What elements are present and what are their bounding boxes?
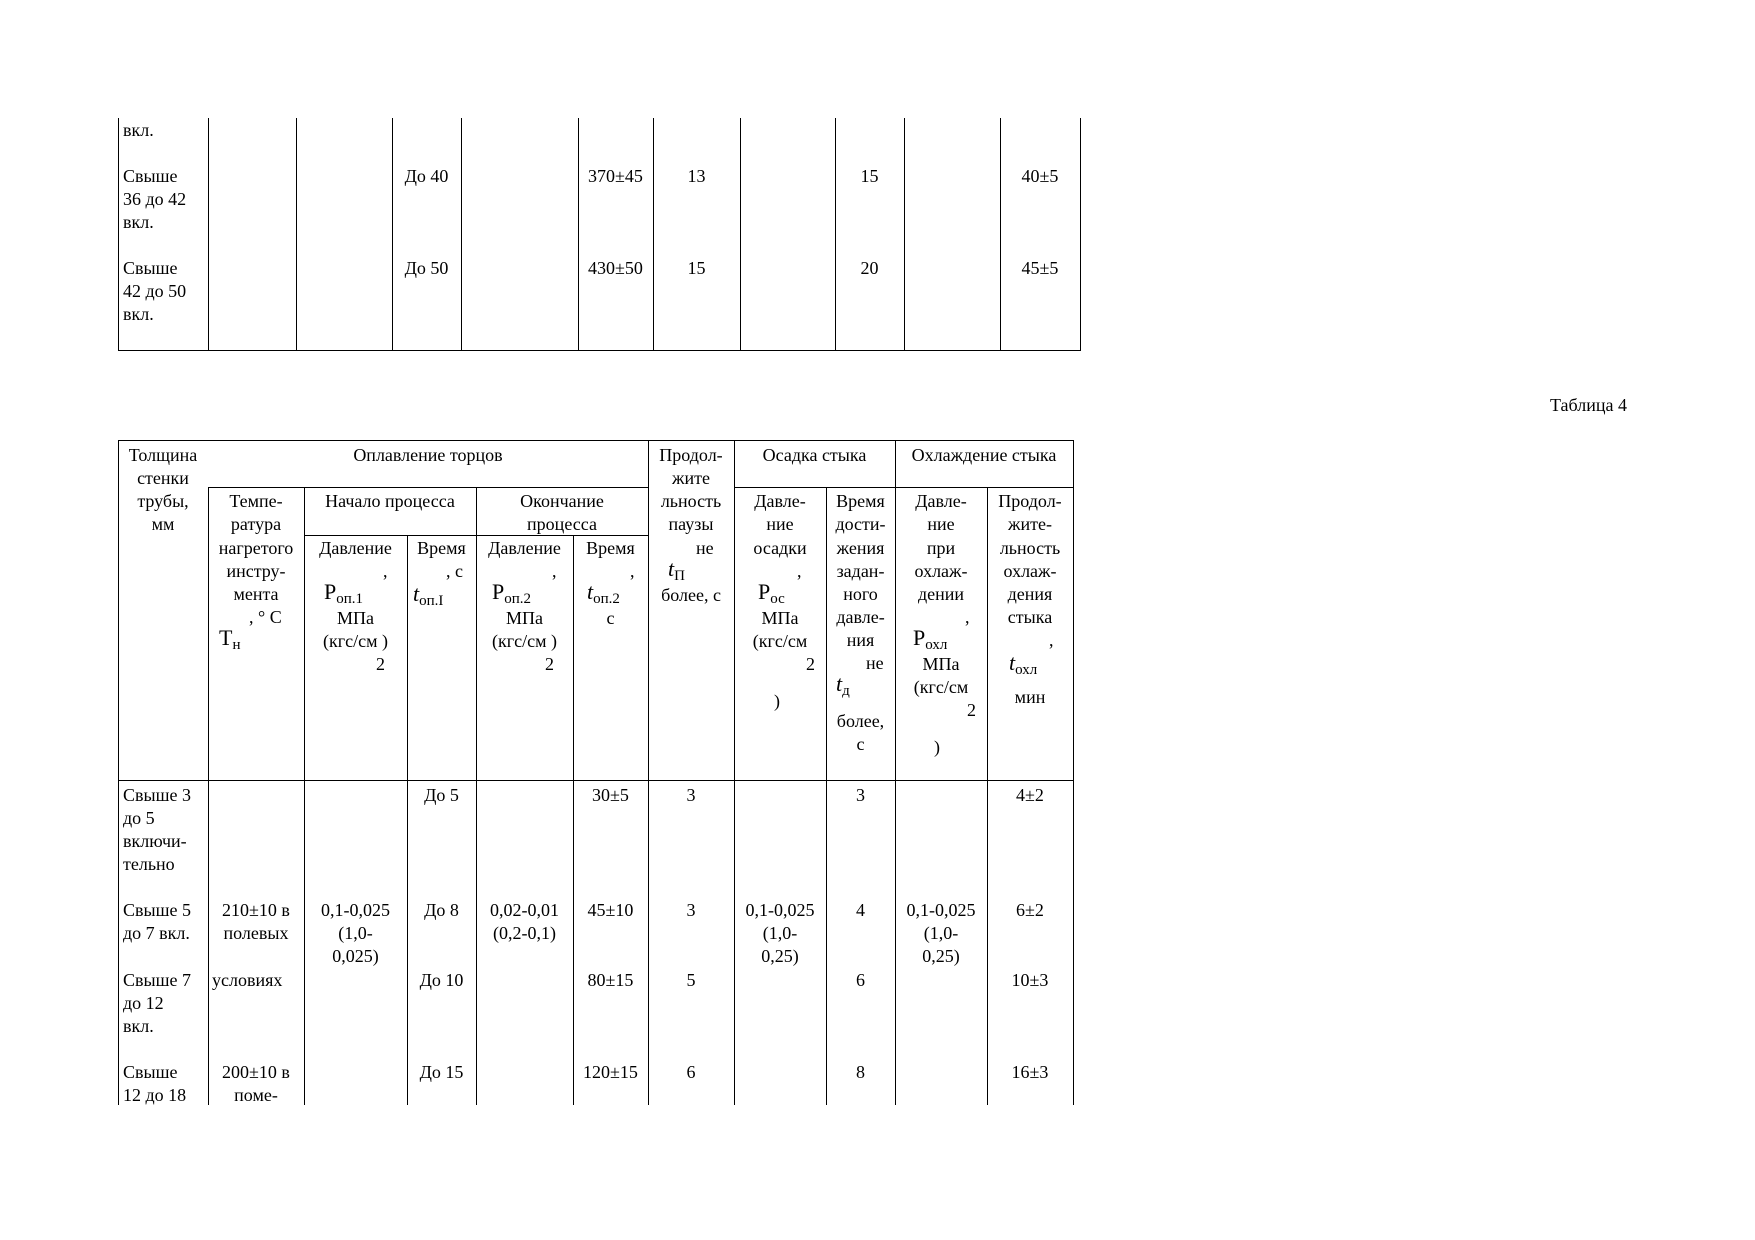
table-cell: 3 [686, 785, 696, 805]
header-text: мента [233, 584, 279, 604]
header-text: ние [766, 514, 794, 534]
symbol: t [413, 581, 420, 606]
symbol: Т [219, 625, 233, 650]
table-cell: 12 до 18 [123, 1085, 187, 1105]
symbol: t [668, 556, 675, 581]
table-cell: (1,0- [923, 923, 959, 943]
header-text: мин [1014, 687, 1046, 707]
table-cell: До 15 [419, 1062, 464, 1082]
header-text: ного [843, 584, 878, 604]
table-cell: 3 [856, 785, 865, 805]
table-cell: Свыше 5 [123, 900, 191, 920]
table-cell: 10±3 [1011, 970, 1049, 990]
header-text: Время [836, 491, 885, 511]
table-border [1073, 440, 1074, 1105]
header-text: , [965, 607, 970, 627]
table-cell: 370±45 [588, 166, 643, 186]
table-cell: 20 [860, 258, 879, 278]
symbol-subscript: н [232, 637, 241, 653]
top-table-border [653, 118, 654, 351]
header-text: жения [836, 538, 885, 558]
table-cell: До 5 [424, 785, 459, 805]
symbol-subscript: охл [925, 637, 948, 653]
header-text: осадки [753, 538, 807, 558]
symbol-subscript: П [674, 568, 685, 584]
table-cell: 6±2 [1016, 900, 1044, 920]
table-cell: (0,2-0,1) [493, 923, 556, 943]
header-text: ратура [230, 514, 282, 534]
header-text: Продол- [659, 445, 723, 465]
table-cell: 6 [686, 1062, 696, 1082]
table-cell: 6 [856, 970, 865, 990]
header-text: 2 [806, 654, 815, 674]
table-cell: полевых [223, 923, 289, 943]
table-cell: 120±15 [583, 1062, 638, 1082]
header-text: МПа [506, 608, 543, 628]
header-text: , [383, 561, 388, 581]
header-text: жите [672, 468, 710, 488]
table-cell: 15 [687, 258, 706, 278]
table-cell: 210±10 в [222, 900, 290, 920]
header-text: стенки [137, 468, 189, 488]
symbol-subscript: охл [1015, 662, 1038, 678]
table-cell: 13 [687, 166, 706, 186]
symbol: Р [492, 579, 505, 604]
table-cell: Свыше [123, 166, 178, 186]
header-text: трубы, [137, 491, 189, 511]
table-cell: 36 до 42 [123, 189, 187, 209]
table-cell: Свыше [123, 1062, 178, 1082]
top-table-border [1080, 118, 1081, 351]
table-cell: 0,1-0,025 [321, 900, 390, 920]
header-text: , с [446, 561, 463, 581]
header-text: льность [999, 538, 1061, 558]
header-text: более, с [661, 585, 721, 605]
header-start: Начало процесса [325, 491, 455, 511]
header-text: ние [927, 514, 955, 534]
header-text: стыка [1007, 607, 1053, 627]
top-table-border [296, 118, 297, 351]
symbol-subscript: оп.2 [504, 591, 532, 607]
table-cell: До 50 [404, 258, 449, 278]
symbol-subscript: оп.1 [336, 591, 364, 607]
header-text: , ° С [249, 607, 282, 627]
table-cell: 8 [856, 1062, 865, 1082]
table-cell: вкл. [123, 120, 154, 140]
table-cell: 0,1-0,025 [906, 900, 976, 920]
table-cell: Свыше 3 [123, 785, 191, 805]
header-text: жите- [1008, 514, 1052, 534]
table-cell: условиях [212, 970, 283, 990]
header-end: Окончание [520, 491, 604, 511]
table-cell: Свыше 7 [123, 970, 191, 990]
table-cell: Свыше [123, 258, 178, 278]
table-cell: 0,02-0,01 [490, 900, 559, 920]
header-text: ) [934, 737, 940, 757]
table-border [208, 487, 648, 488]
table-cell: 0,1-0,025 [745, 900, 815, 920]
top-table-border [835, 118, 836, 351]
header-text: охлаж- [914, 561, 968, 581]
table-cell: вкл. [123, 304, 154, 324]
top-table-border [904, 118, 905, 351]
header-text: 2 [545, 654, 554, 674]
top-table-border [578, 118, 579, 351]
header-text: Продол- [998, 491, 1062, 511]
header-text: нагретого [218, 538, 294, 558]
header-text: Давление [488, 538, 561, 558]
table-cell: 80±15 [587, 970, 634, 990]
symbol-subscript: оп.2 [593, 591, 620, 607]
table-cell: 4 [856, 900, 865, 920]
header-text: Давле- [915, 491, 967, 511]
table-cell: До 40 [404, 166, 449, 186]
symbol: Р [758, 579, 771, 604]
header-text: более, [836, 711, 885, 731]
header-text: (кгс/см [913, 677, 969, 697]
header-text: охлаж- [1003, 561, 1057, 581]
header-text: (кгс/см ) [323, 631, 388, 651]
top-table-border [208, 118, 209, 351]
table-cell: вкл. [123, 212, 154, 232]
table-border [304, 487, 305, 1105]
table-cell: до 5 [123, 808, 155, 828]
header-text: при [926, 538, 956, 558]
table-border [648, 440, 649, 1105]
table-cell: 0,25) [761, 946, 799, 966]
table-cell: (1,0- [338, 923, 373, 943]
table-cell: 200±10 в [222, 1062, 290, 1082]
header-text: мм [151, 514, 175, 534]
top-table-border [1000, 118, 1001, 351]
header-text: Время [417, 538, 466, 558]
table-cell: 45±5 [1021, 258, 1059, 278]
table-border [118, 440, 1073, 441]
table-cell: до 7 вкл. [123, 923, 190, 943]
top-table-border [461, 118, 462, 351]
header-text: , [552, 561, 557, 581]
symbol-subscript: оп.I [419, 593, 444, 609]
header-text: Давление [319, 538, 392, 558]
header-text: ) [774, 691, 780, 711]
top-table-border [118, 118, 119, 351]
header-text: с [606, 608, 615, 628]
header-text: Давле- [754, 491, 806, 511]
header-text: Толщина [128, 445, 198, 465]
header-text: 2 [376, 654, 385, 674]
table-cell: 16±3 [1011, 1062, 1049, 1082]
header-upset: Осадка стыка [762, 445, 867, 465]
header-text: (кгс/см ) [492, 631, 557, 651]
table-cell: 40±5 [1021, 166, 1059, 186]
header-text: дении [917, 584, 965, 604]
table-cell: 0,25) [922, 946, 960, 966]
table-cell: До 8 [424, 900, 459, 920]
table-cell: (1,0- [762, 923, 798, 943]
table-border [476, 487, 477, 1105]
table-cell: поме- [234, 1085, 278, 1105]
symbol: Р [324, 579, 337, 604]
table-cell: 3 [686, 900, 696, 920]
header-text: не [696, 538, 714, 558]
header-cooling: Охлаждение стыка [911, 445, 1057, 465]
header-text: МПа [761, 608, 799, 628]
symbol: t [836, 671, 843, 696]
top-table-border [392, 118, 393, 351]
top-table-border [740, 118, 741, 351]
table-cell: 430±50 [588, 258, 643, 278]
header-text: 2 [967, 700, 976, 720]
header-text: (кгс/см [752, 631, 808, 651]
table-border [734, 487, 1073, 488]
header-text: льность [660, 491, 722, 511]
table-cell: включи- [123, 831, 187, 851]
table-cell: 45±10 [587, 900, 634, 920]
header-text: МПа [922, 654, 960, 674]
header-text: дения [1007, 584, 1053, 604]
table-cell: 30±5 [592, 785, 629, 805]
table-cell: тельно [123, 854, 175, 874]
header-text: ния [846, 630, 875, 650]
header-text: Время [586, 538, 635, 558]
header-text: Темпе- [229, 491, 283, 511]
header-text: дости- [835, 514, 886, 534]
table-border [407, 535, 408, 1105]
header-text: инстру- [226, 561, 286, 581]
table-cell: 0,025) [332, 946, 379, 966]
header-text: задан- [836, 561, 885, 581]
table-cell: До 10 [419, 970, 464, 990]
table-cell: 5 [686, 970, 696, 990]
table-border [118, 440, 119, 1105]
header-text: МПа [337, 608, 374, 628]
table-border [118, 780, 1073, 781]
symbol: t [1009, 650, 1016, 675]
table-cell: 15 [860, 166, 879, 186]
header-text: с [856, 734, 865, 754]
header-text: , [797, 561, 802, 581]
header-melting: Оплавление торцов [353, 445, 503, 465]
symbol: Р [913, 625, 926, 650]
symbol-subscript: д [842, 683, 850, 699]
header-text: , [1049, 630, 1054, 650]
header-text: паузы [668, 514, 714, 534]
header-text: , [630, 561, 635, 581]
header-text: давле- [836, 607, 885, 627]
symbol: t [587, 579, 594, 604]
header-text: не [866, 653, 884, 673]
table-cell: до 12 [123, 993, 164, 1013]
table-cell: 42 до 50 [123, 281, 187, 301]
table-cell: 4±2 [1016, 785, 1044, 805]
table-caption: Таблица 4 [1550, 395, 1627, 415]
symbol-subscript: ос [770, 591, 785, 607]
top-table-border [118, 350, 1080, 351]
table-cell: вкл. [123, 1016, 154, 1036]
header-end: процесса [527, 514, 597, 534]
